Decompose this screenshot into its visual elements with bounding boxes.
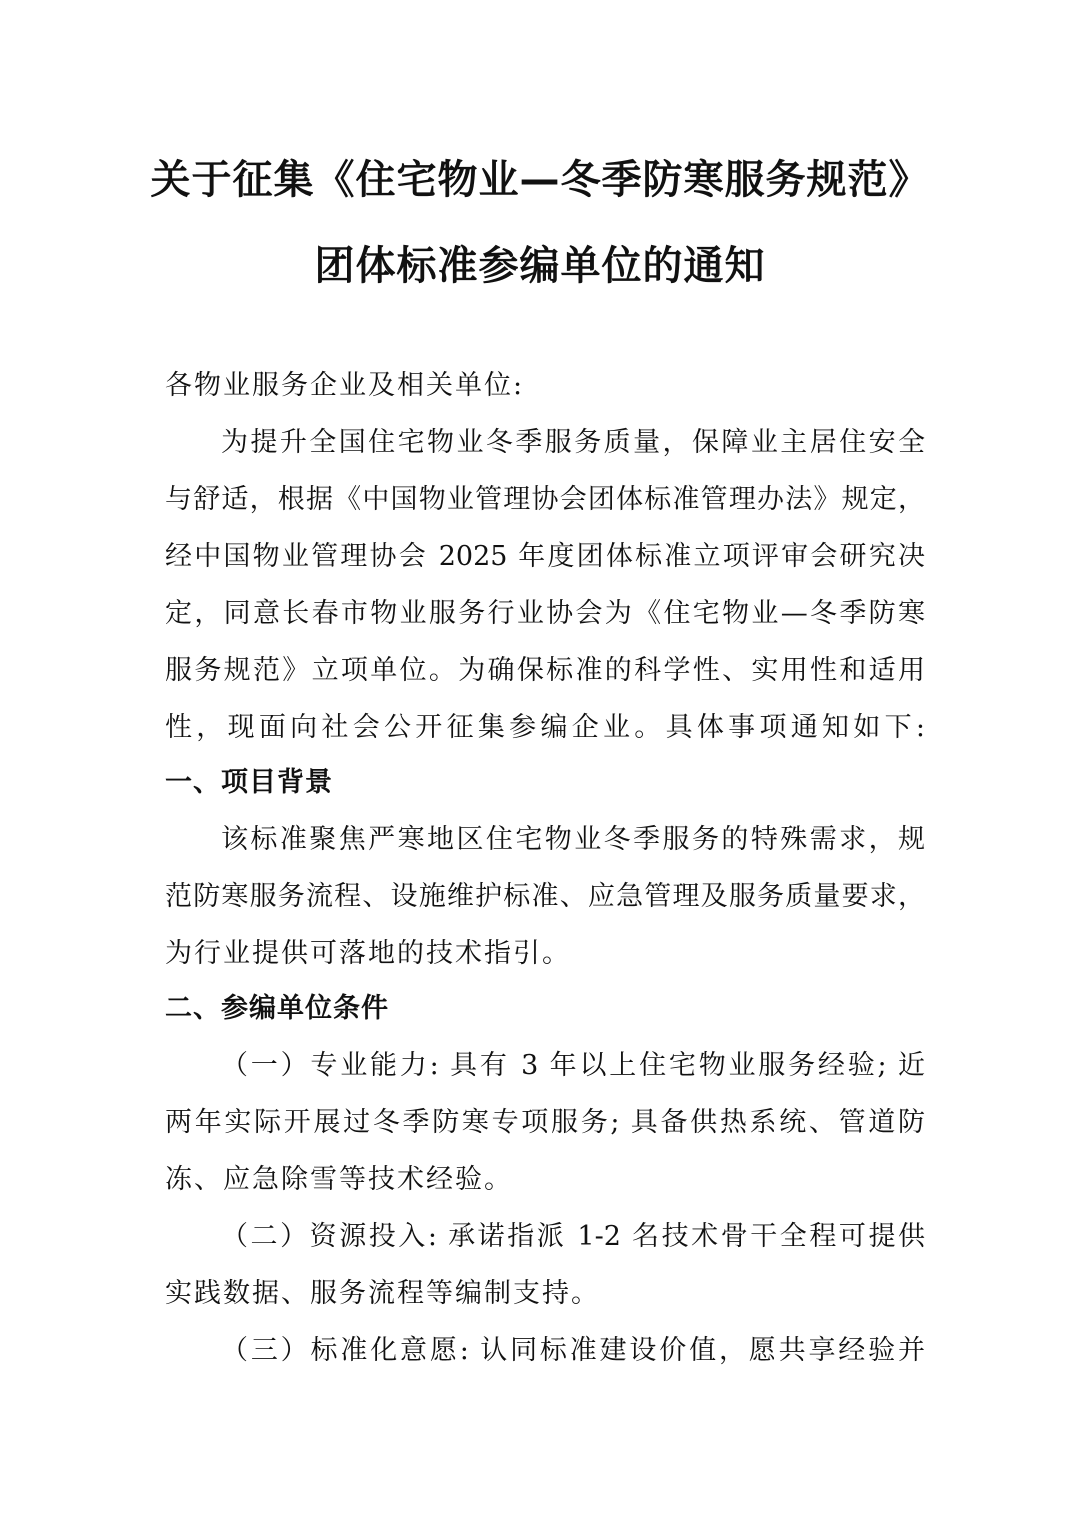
intro-line-6: 性，现面向社会公开征集参编企业。具体事项通知如下: (165, 712, 925, 743)
condition1-line-3: 冻、应急除雪等技术经验。 (165, 1164, 513, 1195)
document-title-line-2: 团体标准参编单位的通知 (314, 243, 766, 289)
intro-line-3: 经中国物业管理协会 2025 年度团体标准立项评审会研究决 (165, 541, 925, 572)
document-title-line-1: 关于征集《住宅物业—冬季防寒服务规范》 (150, 157, 930, 203)
condition2-line-2: 实践数据、服务流程等编制支持。 (165, 1278, 600, 1309)
section-heading-background: 一、项目背景 (165, 767, 333, 798)
intro-line-1: 为提升全国住宅物业冬季服务质量，保障业主居住安全 (221, 427, 925, 458)
condition2-line-1: （二）资源投入: 承诺指派 1-2 名技术骨干全程可提供 (221, 1221, 925, 1252)
condition1-line-2: 两年实际开展过冬季防寒专项服务; 具备供热系统、管道防 (165, 1107, 925, 1138)
salutation: 各物业服务企业及相关单位: (165, 370, 525, 401)
section1-line-2: 范防寒服务流程、设施维护标准、应急管理及服务质量要求， (165, 881, 925, 912)
section-heading-conditions: 二、参编单位条件 (165, 993, 389, 1024)
intro-line-4: 定，同意长春市物业服务行业协会为《住宅物业—冬季防寒 (165, 598, 925, 629)
condition1-line-1: （一）专业能力: 具有 3 年以上住宅物业服务经验; 近 (221, 1050, 925, 1081)
condition3-line-1: （三）标准化意愿: 认同标准建设价值，愿共享经验并 (221, 1335, 925, 1366)
section1-line-3: 为行业提供可落地的技术指引。 (165, 938, 571, 969)
intro-line-5: 服务规范》立项单位。为确保标准的科学性、实用性和适用 (165, 655, 925, 686)
intro-line-2: 与舒适，根据《中国物业管理协会团体标准管理办法》规定， (165, 484, 925, 515)
section1-line-1: 该标准聚焦严寒地区住宅物业冬季服务的特殊需求，规 (221, 824, 925, 855)
